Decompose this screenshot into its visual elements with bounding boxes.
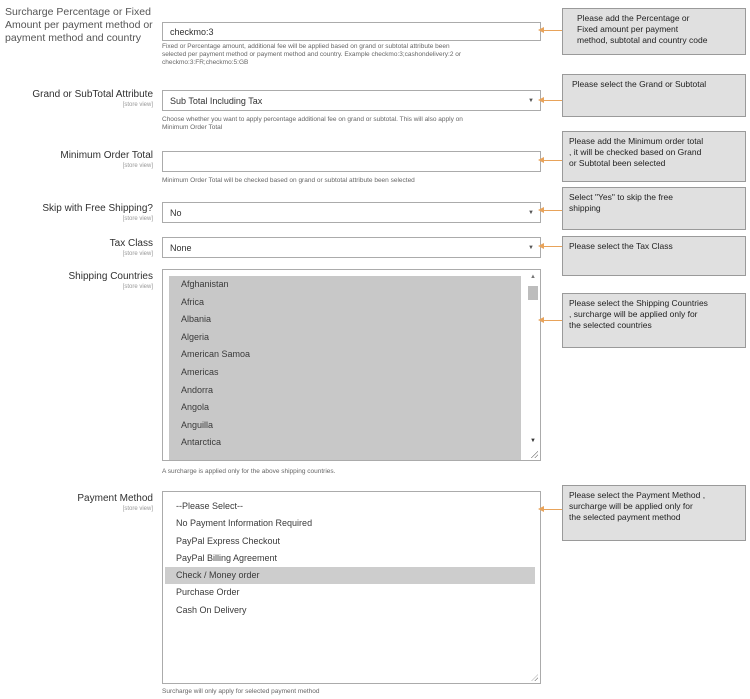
min-order-label: Minimum Order Total [store view] (60, 150, 153, 169)
scroll-down-icon[interactable]: ▼ (530, 438, 536, 444)
country-option[interactable]: American Samoa (181, 349, 251, 360)
country-option[interactable]: Anguilla (181, 419, 214, 430)
payment-option[interactable]: Check / Money order (165, 567, 535, 584)
arrow-left-icon (540, 210, 562, 211)
min-order-input[interactable] (162, 151, 541, 172)
resize-handle-icon[interactable] (531, 451, 538, 458)
tax-class-label: Tax Class [store view] (109, 238, 153, 257)
shipping-countries-note: A surcharge is applied only for the above shipping countries. (162, 468, 336, 475)
shipping-countries-multiselect[interactable] (162, 269, 541, 461)
resize-handle-icon[interactable] (531, 674, 538, 681)
payment-option[interactable]: Purchase Order (176, 587, 240, 598)
tax-class-select[interactable]: None ▼ (162, 237, 541, 258)
scroll-up-icon[interactable]: ▲ (530, 274, 536, 280)
chevron-down-icon: ▼ (528, 244, 534, 251)
payment-option[interactable]: Cash On Delivery (176, 604, 247, 615)
arrow-left-icon (540, 100, 562, 101)
skip-free-callout: Select "Yes" to skip the free shipping (562, 187, 746, 230)
chevron-down-icon: ▼ (528, 209, 534, 216)
payment-option[interactable]: No Payment Information Required (176, 518, 313, 529)
country-option[interactable]: Afghanistan (181, 279, 229, 289)
tax-class-callout: Please select the Tax Class (562, 236, 746, 276)
surcharge-label: Surcharge Percentage or Fixed Amount per payment method or payment method and country (5, 6, 153, 44)
arrow-left-icon (540, 320, 562, 321)
country-option[interactable]: Angola (181, 402, 210, 413)
country-option[interactable]: Americas (181, 366, 219, 377)
payment-option[interactable]: PayPal Express Checkout (176, 535, 281, 546)
grand-subtotal-callout: Please select the Grand or Subtotal (562, 74, 746, 117)
country-option[interactable]: Andorra (181, 384, 214, 395)
min-order-note: Minimum Order Total will be checked based on grand or subtotal attribute been selected (162, 177, 415, 184)
shipping-countries-label: Shipping Countries [store view] (68, 271, 153, 290)
payment-method-note: Surcharge will only apply for selected payment method (162, 688, 320, 695)
country-option[interactable]: Albania (181, 314, 212, 325)
country-option[interactable]: Algeria (181, 331, 210, 342)
payment-option[interactable]: PayPal Billing Agreement (176, 552, 278, 563)
payment-method-list (165, 498, 535, 619)
min-order-callout: Please add the Minimum order total , it will be checked based on Grand or Subtotal been selected (562, 131, 746, 182)
scrollbar-thumb[interactable] (528, 286, 538, 300)
arrow-left-icon (540, 30, 562, 31)
payment-method-callout: Please select the Payment Method , surcharge will be applied only for the selected payment method (562, 485, 746, 541)
arrow-left-icon (540, 160, 562, 161)
chevron-down-icon: ▼ (528, 97, 534, 104)
scrollbar[interactable] (527, 274, 539, 460)
skip-free-label: Skip with Free Shipping? [store view] (42, 203, 153, 222)
country-option[interactable]: Africa (181, 296, 205, 307)
arrow-left-icon (540, 509, 562, 510)
arrow-left-icon (540, 246, 562, 247)
grand-subtotal-note: Choose whether you want to apply percentage additional fee on grand or subtotal. This will also apply on Minimum Order Total (162, 116, 463, 131)
grand-subtotal-select[interactable]: Sub Total Including Tax ▼ (162, 90, 541, 111)
surcharge-callout: Please add the Percentage or Fixed amount per payment method, subtotal and country code (562, 8, 746, 55)
country-list (169, 276, 521, 460)
payment-method-label: Payment Method [store view] (77, 493, 153, 512)
payment-option[interactable]: --Please Select-- (176, 501, 244, 511)
shipping-countries-callout: Please select the Shipping Countries , surcharge will be applied only for the selected countries (562, 293, 746, 348)
skip-free-select[interactable]: No ▼ (162, 202, 541, 223)
payment-method-multiselect[interactable] (162, 491, 541, 684)
surcharge-input[interactable]: checkmo:3 (162, 22, 541, 41)
surcharge-note: Fixed or Percentage amount, additional fee will be applied based on grand or subtotal attribute been selected per payment method or payment method and country. Example checkmo:3;cashondelivery:2 or checkmo:3:FR;checkmo:5:GB (162, 43, 462, 66)
country-option[interactable]: Antarctica (181, 437, 222, 448)
grand-subtotal-label: Grand or SubTotal Attribute [store view] (32, 89, 153, 108)
